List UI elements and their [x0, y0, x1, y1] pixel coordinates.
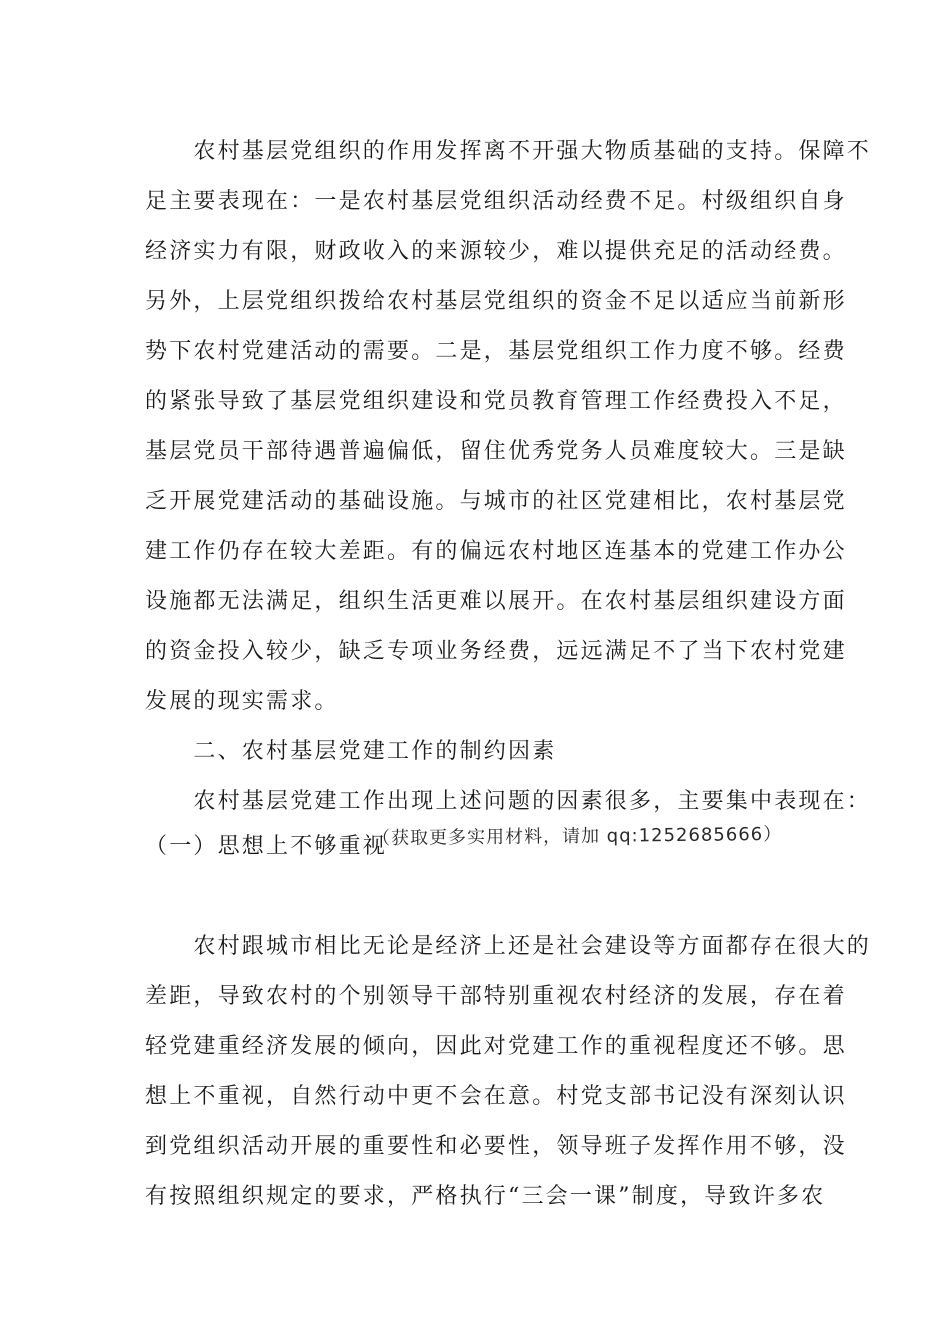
subsection-heading: （一）思想上不够重视: [145, 834, 388, 859]
paragraph-line: 想上不重视，自然行动中更不会在意。村党支部书记没有深刻认识: [145, 1084, 847, 1109]
contact-watermark: （获取更多实用材料，请加 qq:1252685666）: [371, 823, 783, 850]
paragraph-line: 有按照组织规定的要求，严格执行“三会一课”制度，导致许多农: [145, 1184, 826, 1209]
paragraph-line: 经济实力有限，财政收入的来源较少，难以提供充足的活动经费。: [145, 239, 847, 264]
paragraph-line: 另外，上层党组织拨给农村基层党组织的资金不足以适应当前新形: [145, 289, 847, 314]
paragraph-line: 农村基层党组织的作用发挥离不开强大物质基础的支持。保障不: [145, 139, 872, 164]
paragraph-line: 到党组织活动开展的重要性和必要性，领导班子发挥作用不够，没: [145, 1134, 847, 1159]
paragraph-line: 差距，导致农村的个别领导干部特别重视农村经济的发展，存在着: [145, 984, 847, 1009]
paragraph-line: 轻党建重经济发展的倾向，因此对党建工作的重视程度还不够。思: [145, 1034, 847, 1059]
paragraph-line: 乏开展党建活动的基础设施。与城市的社区党建相比，农村基层党: [145, 489, 847, 514]
paragraph-line: 农村基层党建工作出现上述问题的因素很多，主要集中表现在：: [145, 789, 872, 814]
paragraph-line: 基层党员干部待遇普遍偏低，留住优秀党务人员难度较大。三是缺: [145, 439, 847, 464]
section-heading: 二、农村基层党建工作的制约因素: [145, 739, 557, 764]
paragraph-line: 设施都无法满足，组织生活更难以展开。在农村基层组织建设方面: [145, 589, 847, 614]
paragraph-line: 农村跟城市相比无论是经济上还是社会建设等方面都存在很大的: [145, 934, 872, 959]
paragraph-line: 发展的现实需求。: [145, 689, 339, 714]
paragraph-line: 建工作仍存在较大差距。有的偏远农村地区连基本的党建工作办公: [145, 539, 847, 564]
paragraph-line: 足主要表现在：一是农村基层党组织活动经费不足。村级组织自身: [145, 189, 847, 214]
paragraph-line: 的资金投入较少，缺乏专项业务经费，远远满足不了当下农村党建: [145, 639, 847, 664]
paragraph-line: 的紧张导致了基层党组织建设和党员教育管理工作经费投入不足，: [145, 389, 847, 414]
paragraph-line: 势下农村党建活动的需要。二是，基层党组织工作力度不够。经费: [145, 339, 847, 364]
